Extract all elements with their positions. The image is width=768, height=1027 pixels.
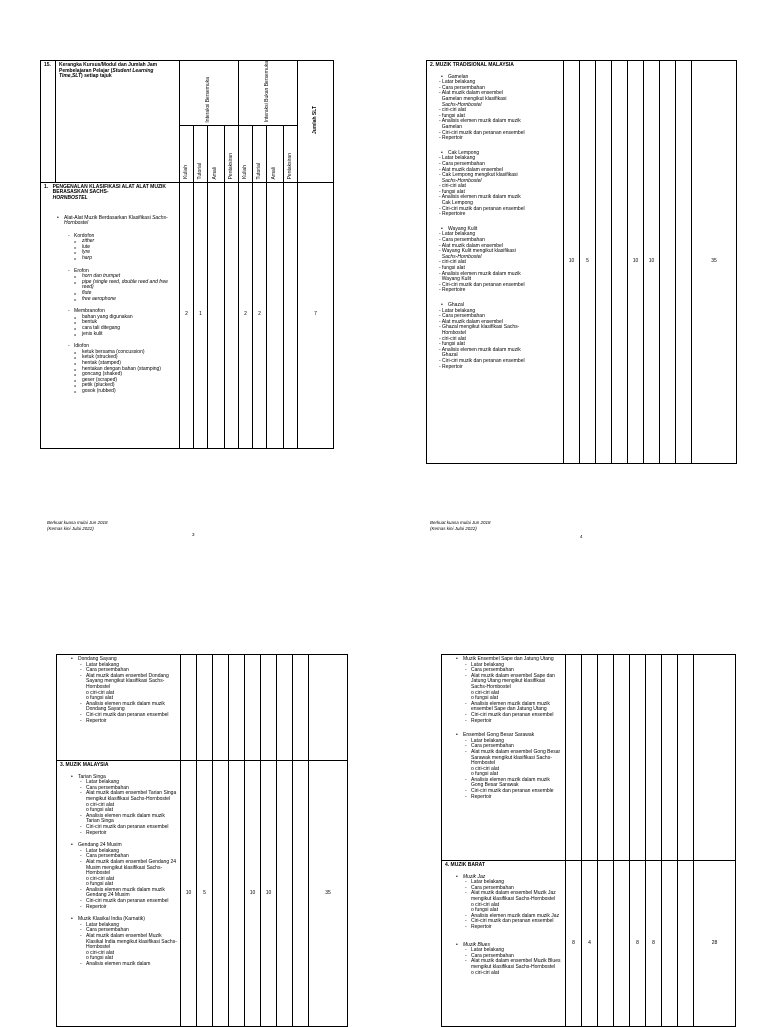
section-title: 3. MUZIK MALAYSIA xyxy=(60,762,109,768)
value-cell: 5 xyxy=(197,761,213,1027)
value-cell xyxy=(662,861,678,1027)
value-cell xyxy=(598,861,614,1027)
value-cell xyxy=(277,761,293,1027)
row-number: 15. xyxy=(41,61,56,183)
topic-bullet: • Muzik Ensembel Sape dan Jatung Utang - Latar belakang - Cara persembahan - Alat muzik dalam ensembel Sape dan Jatung Utang mengikut klasifikasi Sachs-Hornbostel o ciri-ciri alat o fungsi alat - Analisis elemen muzik dalam muzik ensembel Sape dan Jatung Utang - Ciri-ciri muzik dan peranan ensembel - Repertoir xyxy=(463,657,562,724)
document-page-3 xyxy=(40,60,386,510)
value-cell xyxy=(676,61,692,464)
list-item: o ketuk bersama (concussion) xyxy=(74,350,176,356)
list-item: o hentak (stamped) xyxy=(74,361,176,367)
list-item: o petik (plucked) xyxy=(74,383,176,389)
topic-bullet: • Muzik Jaz - Latar belakang - Cara persembahan - Alat muzik dalam ensembel Muzik Jaz mengikut klasifikasi Sachs-Hornbostel o ciri-ciri alat o fungsi alat - Analisis elemen muzik dalam muzik Jaz - Ciri-ciri muzik dan peranan ensembel - Repertoir xyxy=(463,875,562,931)
slt-table-page-3 xyxy=(40,60,334,449)
list-item: o goncang (shaked) xyxy=(74,372,176,378)
list-item: o pipe (single reed, double reed and free reed) xyxy=(74,280,176,291)
topic-bullet: • Gamelan - Latar belakang - Cara persembahan - Alat muzik dalam ensembel Gamelan mengikut klasifikasi Sachs-Hornbostel - ciri-ciri alat - fungsi alat - Analisis elemen muzik dalam muzik Gamelan - Ciri-ciri muzik dan peranan ensembel - Repertoir xyxy=(448,75,560,142)
list-item: o gosok (rubbed) xyxy=(74,389,176,395)
value-cell: 10 xyxy=(644,61,660,464)
value-cell: 2 xyxy=(180,182,194,448)
section-title: 2. MUZIK TRADISIONAL MALAYSIA xyxy=(430,62,514,68)
value-cell: 4 xyxy=(582,861,598,1027)
list-item: o bentuk xyxy=(74,320,176,326)
total-cell: 35 xyxy=(309,761,348,1027)
value-cell xyxy=(678,861,694,1027)
group-header-bersemuka: Interaksi Bersemuka xyxy=(180,61,239,126)
topic-content xyxy=(57,655,181,761)
topic-bullet: • Alat-Alat Muzik Berdasarkan Klasifikasi Sachs-Hornbostel - Kordofon o zither o lute o lyre o harp - Erofon o horn dan trumpet o pipe (single reed, double reed and free reed) o flute o free aerophone - Membranofon o bahan yang digunakan o bentuk o cara tali ditegang o jenis kulit - Idiofon o ketuk bersama (concussion) o ketuk (strucked) o hentak (stamped) o hentakan dengan bahan (stamping) o goncang (shaked) o geser (scraped) o petik (plucked) o gosok (rubbed) xyxy=(64,216,176,395)
list-item: o bahan yang digunakan xyxy=(74,315,176,321)
col-header: Amali xyxy=(267,125,284,182)
col-header: Kuliah xyxy=(239,125,253,182)
section-title: 4. MUZIK BARAT xyxy=(445,862,485,868)
value-cell xyxy=(225,182,239,448)
list-item: o lyre xyxy=(74,250,176,256)
total-cell: 7 xyxy=(298,182,334,448)
value-cell xyxy=(213,761,229,1027)
page-footer: Berkuat kuasa mulai Jun 2018 (Kemas kini Julai 2022) xyxy=(430,520,491,531)
list-item: o geser (scraped) xyxy=(74,378,176,384)
value-cell xyxy=(284,182,298,448)
document-page-4 xyxy=(426,60,768,510)
topic-content xyxy=(57,761,181,1027)
membranofon-label: - Membranofon xyxy=(74,309,176,315)
topic-bullet: • Dondang Sayang - Latar belakang - Cara persembahan - Alat muzik dalam ensembel Dondang Sayang mengikut klasifikasi Sachs-Hornbostel o ciri-ciri alat o fungsi alat - Analisis elemen muzik dalam muzik Dondang Sayang - Ciri-ciri muzik dan peranan ensembel - Repertoir xyxy=(78,657,177,724)
total-slt-header: Jumlah SLT xyxy=(298,61,334,183)
group-header-bukan-bersemuka: Interaksi Bukan Bersemuka xyxy=(239,61,298,126)
value-cell: 10 xyxy=(261,761,277,1027)
document-page-6 xyxy=(441,654,768,1024)
page-number: 3 xyxy=(192,532,195,537)
list-item: o harp xyxy=(74,256,176,262)
total-cell: 35 xyxy=(692,61,737,464)
slt-table-page-4 xyxy=(426,60,737,464)
value-cell xyxy=(293,761,309,1027)
col-header: Tutorial xyxy=(253,125,267,182)
value-cell: 10 xyxy=(628,61,644,464)
topic-bullet: • Ensembel Gong Besar Sarawak - Latar belakang - Cara persembahan - Alat muzik dalam ensembel Gong Besar Sarawak mengikut klasifikasi Sachs-Hornbostel o ciri-ciri alat o fungsi alat - Analisis elemen muzik dalam muzik Gong Besar Sarawak - Ciri-ciri muzik dan peranan ensemble - Repertoir xyxy=(463,733,562,800)
slt-table-page-5 xyxy=(56,654,348,1027)
value-cell: 1 xyxy=(194,182,208,448)
topic-bullet: • Gendang 24 Musim - Latar belakang - Cara persembahan - Alat muzik dalam ensembel Gendang 24 Musim mengikut klasifikasi Sachs-Hornbostel o ciri-ciri alat o fungsi alat - Analisis elemen muzik dalam muzik Gendang 24 Musim - Ciri-ciri muzik dan peranan ensembel - Repertoir xyxy=(78,843,177,910)
value-cell: 10 xyxy=(181,761,197,1027)
list-item: o free aerophone xyxy=(74,297,176,303)
value-cell xyxy=(614,861,630,1027)
value-cell: 5 xyxy=(580,61,596,464)
topic-bullet: • Wayang Kulit - Latar belakang - Cara persembahan - Alat muzik dalam ensembel - Wayang Kulit mengikut klasifikasi Sachs-Hornbostel - ciri-ciri alat - fungsi alat - Analisis elemen muzik dalam muzik Wayang Kulit - Ciri-ciri muzik dan peranan ensembel - Repertoire xyxy=(448,227,560,294)
document-page-5 xyxy=(56,654,402,1024)
topic-content xyxy=(442,861,566,1027)
list-item: o lute xyxy=(74,245,176,251)
value-cell xyxy=(267,182,284,448)
kordofon-label: - Kordofon xyxy=(74,234,176,240)
value-cell: 10 xyxy=(564,61,580,464)
topic-bullet: • Cak Lempong - Latar belakang - Cara persembahan - Alat muzik dalam ensembel - Cak Lempong mengikut klasifikasi Sachs-Hornbostel - ciri-ciri alat - fungsi alat - Analisis elemen muzik dalam muzik Cak Lempong - Ciri-ciri muzik dan peranan ensembel - Repertoire xyxy=(448,151,560,218)
value-cell: 8 xyxy=(566,861,582,1027)
value-cell: 10 xyxy=(245,761,261,1027)
topic-bullet: • Muzik Klasikal India (Karnatik) - Latar belakang - Cara persembahan - Alat muzik dalam ensembel Muzik Klasikal India mengikut klasifikasi Sachs-Hornbostel o ciri-ciri alat o fungsi alat - Analisis elemen muzik dalam xyxy=(78,917,177,967)
value-cell: 2 xyxy=(239,182,253,448)
list-item: o flute xyxy=(74,291,176,297)
col-header: Pentaksiran xyxy=(225,125,239,182)
value-cell: 8 xyxy=(630,861,646,1027)
list-item: o hentakan dengan bahan (stamping) xyxy=(74,367,176,373)
topic-content xyxy=(41,182,180,448)
list-item: o zither xyxy=(74,239,176,245)
header-title: Kerangka Kursus/Modul dan Jumlah Jam Pembelajaran Pelajar (Student Learning Time,SLT) setiap tajuk xyxy=(56,61,180,183)
section-title: 1. PENGENALAN KLASIFIKASI ALAT ALAT MUZIK BERASASKAN SACHS- HORNBOSTEL xyxy=(44,183,166,201)
value-cell xyxy=(612,61,628,464)
list-item: o ketuk (strucked) xyxy=(74,355,176,361)
slt-table-page-6 xyxy=(441,654,736,1027)
idiofon-label: - Idiofon xyxy=(74,344,176,350)
topic-bullet: • Muzik Blues - Latar belakang - Cara persembahan - Alat muzik dalam ensembel Muzik Blues mengikut klasifikasi Sachs-Hornbostel o ciri-ciri alat xyxy=(463,943,562,977)
value-cell xyxy=(208,182,225,448)
topic-bullet: • Ghazal - Latar belakang - Cara persembahan - Alat muzik dalam ensembel - Ghazal mengikut klasifikasi Sachs- Hornbostel - ciri-ciri alat - fungsi alat - Analisis elemen muzik dalam muzik Ghazal - Ciri-ciri muzik dan peranan ensembel - Repertoir xyxy=(448,303,560,370)
col-header: Pentaksiran xyxy=(284,125,298,182)
topic-bullet: • Tarian Singa - Latar belakang - Cara persembahan - Alat muzik dalam ensembel Tarian Singa mengikut klasifikasi Sachs-Hornbostel o ciri-ciri alat o fungsi alat - Analisis elemen muzik dalam muzik Tarian Singa - Ciri-ciri muzik dan peranan ensembel - Repertoir xyxy=(78,775,177,837)
page-number: 4 xyxy=(580,534,583,539)
topic-content xyxy=(427,61,564,464)
list-item: o horn dan trumpet xyxy=(74,274,176,280)
topic-content xyxy=(442,655,566,861)
col-header: Amali xyxy=(208,125,225,182)
col-header: Tutorial xyxy=(194,125,208,182)
value-cell: 8 xyxy=(646,861,662,1027)
list-item: o jenis kulit xyxy=(74,332,176,338)
list-item: o cara tali ditegang xyxy=(74,326,176,332)
value-cell: 2 xyxy=(253,182,267,448)
total-cell: 28 xyxy=(694,861,736,1027)
erofon-label: - Erofon xyxy=(74,269,176,275)
value-cell xyxy=(660,61,676,464)
col-header: Kuliah xyxy=(180,125,194,182)
value-cell xyxy=(596,61,612,464)
page-footer: Berkuat kuasa mulai Jun 2018 (Kemas kini Julai 2022) xyxy=(47,520,108,531)
value-cell xyxy=(229,761,245,1027)
